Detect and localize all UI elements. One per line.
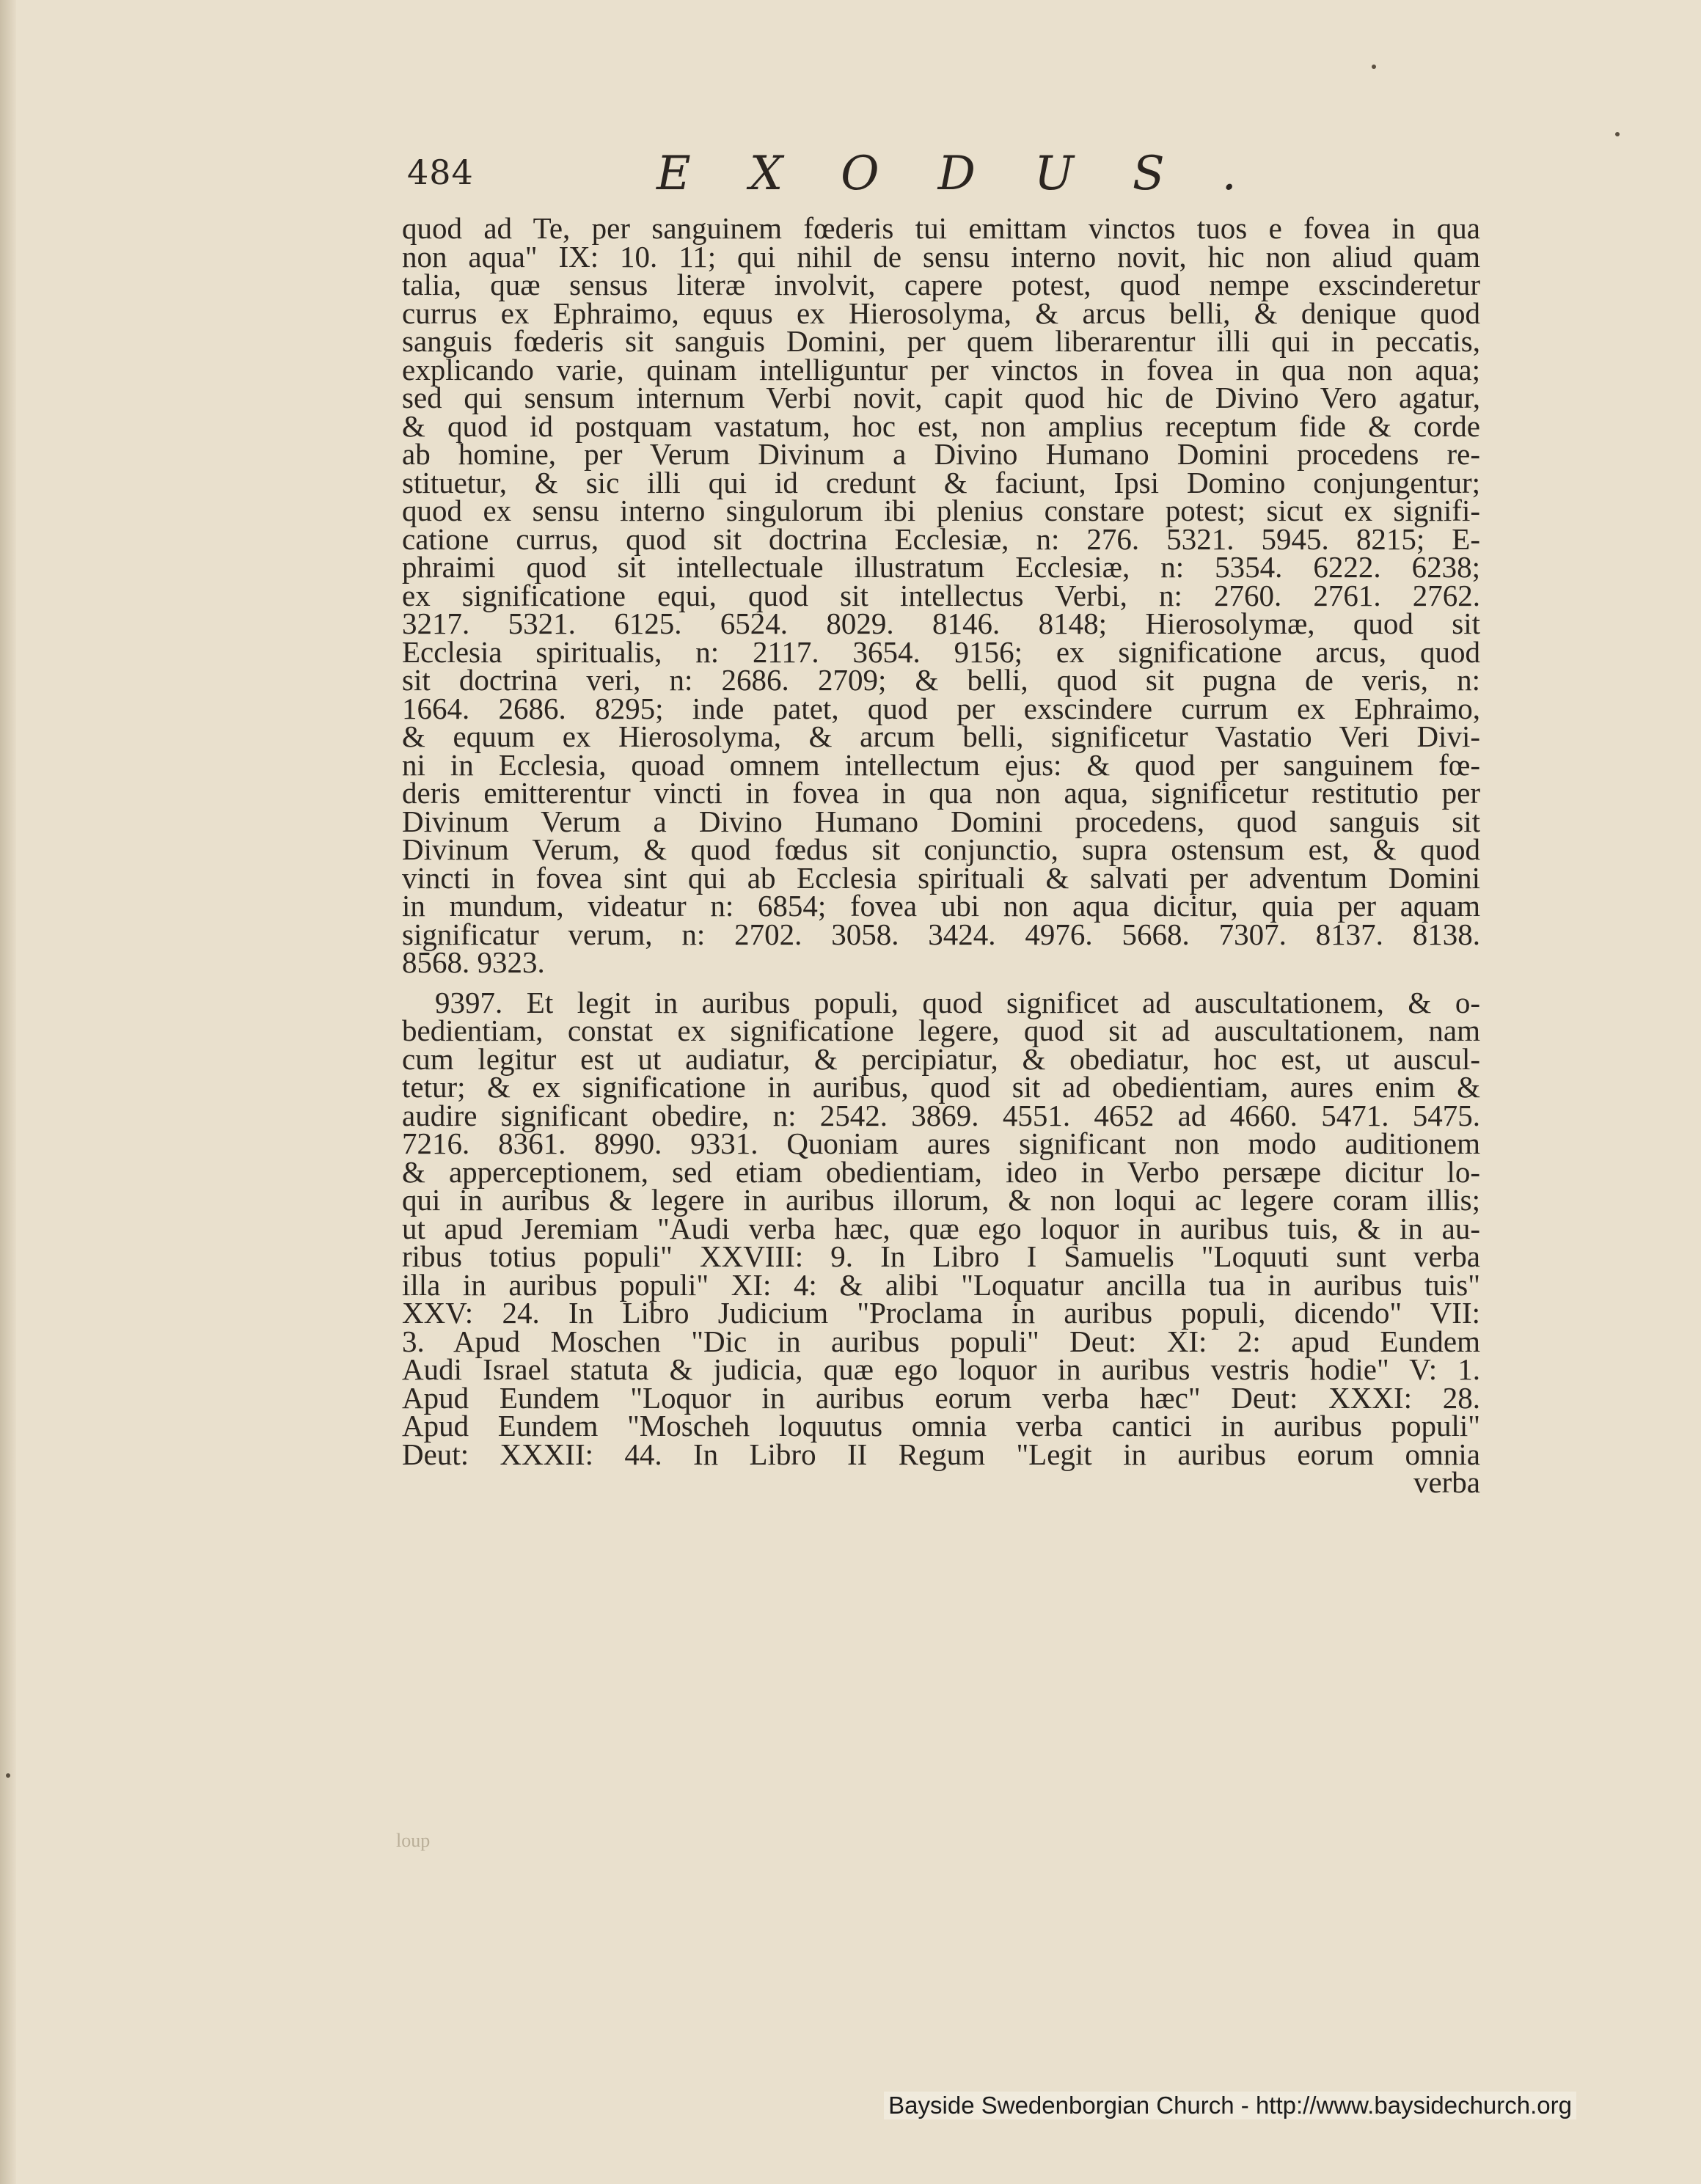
text-line: Divinum Verum, & quod fœdus sit conjunctio, supra ostensum est, & quod bbox=[402, 832, 1480, 866]
text-line: tetur; & ex significatione in auribus, quod sit ad obedientiam, aures enim & bbox=[402, 1070, 1480, 1104]
text-line: Divinum Verum a Divino Humano Domini procedens, quod sanguis sit bbox=[402, 804, 1480, 838]
text-line: 8568. 9323. bbox=[402, 945, 545, 979]
page-number: 484 bbox=[407, 153, 474, 192]
text-line: illa in auribus populi" XI: 4: & alibi "Loquatur ancilla tua in auribus tuis" bbox=[402, 1267, 1480, 1302]
text-line: stituetur, & sic illi qui id credunt & faciunt, Ipsi Domino conjungentur; bbox=[402, 465, 1480, 499]
text-line: sanguis fœderis sit sanguis Domini, per quem liberarentur illi qui in peccatis, bbox=[402, 324, 1480, 358]
text-line: currus ex Ephraimo, equus ex Hierosolyma, & arcus belli, & denique quod bbox=[402, 296, 1480, 330]
running-title: EXODUS. bbox=[656, 147, 1295, 201]
text-line: 3. Apud Moschen "Dic in auribus populi" Deut: XI: 2: apud Eundem bbox=[402, 1324, 1480, 1358]
text-line: ribus totius populi" XXVIII: 9. In Libro I Samuelis "Loquuti sunt verba bbox=[402, 1239, 1480, 1273]
text-line: ab homine, per Verum Divinum a Divino Humano Domini procedens re- bbox=[402, 437, 1480, 471]
text-line: quod ex sensu interno singulorum ibi plenius constare potest; sicut ex signifi- bbox=[402, 494, 1480, 527]
watermark-credit: Bayside Swedenborgian Church - http://www.baysidechurch.org bbox=[884, 2092, 1576, 2119]
text-line: explicando varie, quinam intelliguntur per vinctos in fovea in qua non aqua; bbox=[402, 352, 1480, 386]
text-line: Ecclesia spiritualis, n: 2117. 3654. 9156; ex significatione arcus, quod bbox=[402, 634, 1480, 669]
text-line: cum legitur est ut audiatur, & percipiatur, & obediatur, hoc est, ut auscul- bbox=[402, 1041, 1480, 1076]
paragraph-1 bbox=[402, 214, 1480, 977]
text-line: quod ad Te, per sanguinem fœderis tui emittam vinctos tuos e fovea in qua bbox=[402, 214, 1480, 245]
text-line: qui in auribus & legere in auribus illorum, & non loqui ac legere coram illis; bbox=[402, 1183, 1480, 1217]
text-line: Apud Eundem "Moscheh loquutus omnia verba cantici in auribus populi" bbox=[402, 1409, 1480, 1443]
text-line: Apud Eundem "Loquor in auribus eorum verba hæc" Deut: XXXI: 28. bbox=[402, 1380, 1480, 1415]
text-line: talia, quæ sensus literæ involvit, capere potest, quod nempe exscinderetur bbox=[402, 268, 1480, 301]
text-line: & quod id postquam vastatum, hoc est, non amplius receptum fide & corde bbox=[402, 408, 1480, 443]
text-line: 3217. 5321. 6125. 6524. 8029. 8146. 8148; Hierosolymæ, quod sit bbox=[402, 607, 1480, 640]
text-line: 7216. 8361. 8990. 9331. Quoniam aures significant non modo auditionem bbox=[402, 1126, 1480, 1160]
text-line: & apperceptionem, sed etiam obedientiam, ideo in Verbo persæpe dicitur lo- bbox=[402, 1154, 1480, 1189]
text-line: ex significatione equi, quod sit intellectus Verbi, n: 2760. 2761. 2762. bbox=[402, 578, 1480, 612]
paper-speck bbox=[1615, 132, 1620, 136]
text-line: ut apud Jeremiam "Audi verba hæc, quæ ego loquor in auribus tuis, & in au- bbox=[402, 1211, 1480, 1245]
text-line: sed qui sensum internum Verbi novit, capit quod hic de Divino Vero agatur, bbox=[402, 381, 1480, 414]
paper-speck bbox=[6, 1773, 10, 1778]
text-line: non aqua" IX: 10. 11; qui nihil de sensu interno novit, hic non aliud quam bbox=[402, 239, 1480, 274]
text-line: ni in Ecclesia, quoad omnem intellectum ejus: & quod per sanguinem fœ- bbox=[402, 747, 1480, 782]
text-line: 9397. Et legit in auribus populi, quod significet ad auscultationem, & o- bbox=[435, 985, 1480, 1019]
text-line: Deut: XXXII: 44. In Libro II Regum "Legit in auribus eorum omnia bbox=[402, 1437, 1480, 1471]
catchword: verba bbox=[1413, 1465, 1480, 1499]
page-header bbox=[407, 147, 1478, 205]
text-line: XXV: 24. In Libro Judicium "Proclama in auribus populi, dicendo" VII: bbox=[402, 1296, 1480, 1330]
text-line: catione currus, quod sit doctrina Ecclesiæ, n: 276. 5321. 5945. 8215; E- bbox=[402, 521, 1480, 556]
text-line: vincti in fovea sint qui ab Ecclesia spirituali & salvati per adventum Domini bbox=[402, 860, 1480, 895]
text-line: bedientiam, constat ex significatione legere, quod sit ad auscultationem, nam bbox=[402, 1014, 1480, 1047]
text-line: & equum ex Hierosolyma, & arcum belli, significetur Vastatio Veri Divi- bbox=[402, 719, 1480, 753]
text-body bbox=[402, 214, 1480, 1879]
paper-speck bbox=[1372, 65, 1376, 69]
text-line: deris emitterentur vincti in fovea in qua non aqua, significetur restitutio per bbox=[402, 776, 1480, 810]
text-line: audire significant obedire, n: 2542. 3869. 4551. 4652 ad 4660. 5471. 5475. bbox=[402, 1098, 1480, 1132]
text-line: significatur verum, n: 2702. 3058. 3424. 4976. 5668. 7307. 8137. 8138. bbox=[402, 917, 1480, 951]
bleed-through-mark: loup bbox=[396, 1830, 431, 1851]
text-line: phraimi quod sit intellectuale illustratum Ecclesiæ, n: 5354. 6222. 6238; bbox=[402, 550, 1480, 584]
text-line: in mundum, videatur n: 6854; fovea ubi non aqua dicitur, quia per aquam bbox=[402, 889, 1480, 923]
page-edge-shadow bbox=[0, 0, 16, 2184]
text-line: sit doctrina veri, n: 2686. 2709; & belli, quod sit pugna de veris, n: bbox=[402, 663, 1480, 697]
paragraph-2 bbox=[402, 985, 1480, 1471]
text-line: Audi Israel statuta & judicia, quæ ego loquor in auribus vestris hodie" V: 1. bbox=[402, 1352, 1480, 1386]
text-line: 1664. 2686. 8295; inde patet, quod per exscindere currum ex Ephraimo, bbox=[402, 691, 1480, 725]
